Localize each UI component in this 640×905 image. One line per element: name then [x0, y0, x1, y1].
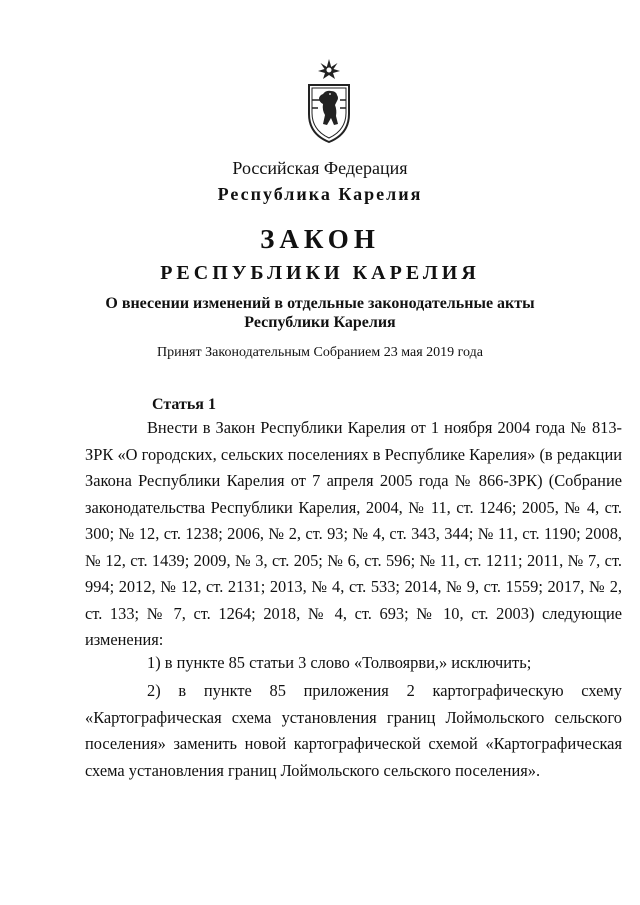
law-title: ЗАКОН — [260, 224, 380, 254]
karelia-coat-of-arms-icon — [304, 58, 354, 144]
adoption-note: Принят Законодательным Собранием 23 мая 2019 года — [157, 345, 483, 360]
law-subject-line2: Республики Карелия — [244, 314, 396, 331]
law-subtitle: РЕСПУБЛИКИ КАРЕЛИЯ — [160, 262, 480, 284]
article-heading: Статья 1 — [152, 396, 216, 413]
law-subject-line1: О внесении изменений в отдельные законодательные акты — [105, 295, 535, 312]
law-subject — [0, 294, 640, 332]
article-item-2: 2) в пункте 85 приложения 2 картографическую схему «Картографическая схема установления границ Лоймольского сельского поселения» заменить новой картографической схемой «Картографическая схема установления границ Лоймольского сельского поселения». — [85, 681, 622, 780]
article-intro-paragraph: Внести в Закон Республики Карелия от 1 ноября 2004 года № 813-ЗРК «О городских, сельских поселениях в Республике Карелия» (в редакции Закона Республики Карелия от 7 апреля 2005 года № 866-ЗРК) (Собрание законодательства Республики Карелия, 2004, № 11, ст. 1246; 2005, № 4, ст. 300; № 12, ст. 1238; 2006, № 2, ст. 93; № 4, ст. 343, 344; № 11, ст. 1190; 2008, № 12, ст. 1439; 2009, № 3, ст. 205; № 6, ст. 596; № 11, ст. 1211; 2011, № 7, ст. 994; 2012, № 12, ст. 2131; 2013, № 4, ст. 533; 2014, № 9, ст. 1559; 2017, № 2, ст. 133; № 7, ст. 1264; 2018, № 4, ст. 693; № 10, ст. 2003) следующие изменения: — [85, 418, 622, 649]
republic-name: Республика Карелия — [217, 184, 423, 204]
country-name: Российская Федерация — [232, 158, 408, 178]
article-item-1: 1) в пункте 85 статьи 3 слово «Толвоярви,» исключить; — [147, 653, 532, 672]
